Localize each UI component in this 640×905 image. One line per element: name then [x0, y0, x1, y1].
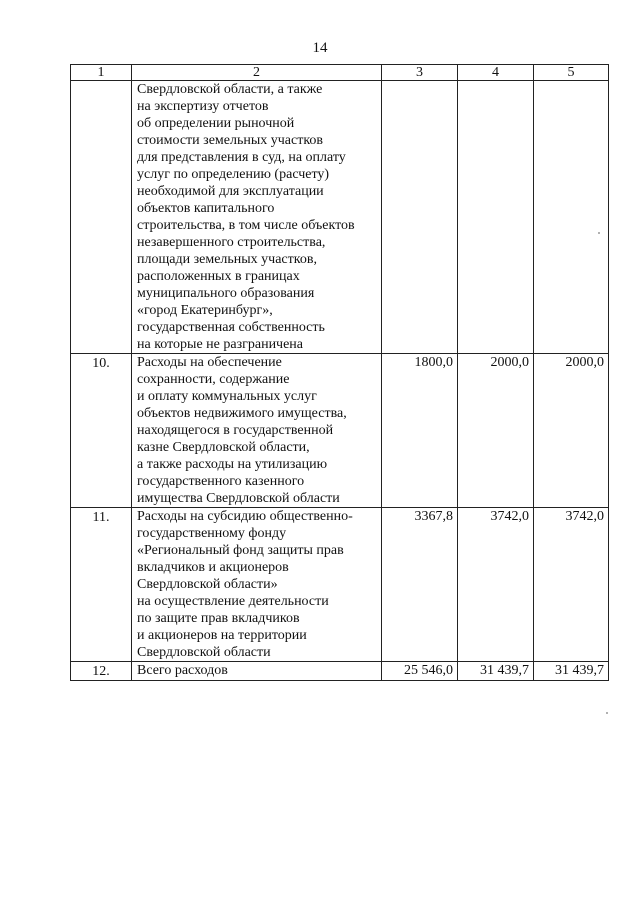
- row-value-v5: 31 439,7: [534, 662, 609, 681]
- page-number: 14: [312, 40, 328, 56]
- row-value-v3: 25 546,0: [382, 662, 458, 681]
- description-line: Расходы на субсидию общественно-: [137, 509, 353, 524]
- row-value-v4: [458, 81, 534, 354]
- description-line: на осуществление деятельности: [137, 594, 329, 609]
- row-description: [132, 81, 382, 354]
- description-line: имущества Свердловской области: [137, 491, 340, 506]
- description-line: государственному фонду: [137, 526, 287, 541]
- description-line: расположенных в границах: [137, 269, 300, 284]
- row-value-v5: 2000,0: [534, 354, 609, 508]
- description-line: сохранности, содержание: [137, 372, 290, 387]
- description-line: муниципального образования: [137, 286, 315, 301]
- description-line: по защите прав вкладчиков: [137, 611, 300, 626]
- description-line: для представления в суд, на оплату: [137, 150, 346, 165]
- column-header: 5: [534, 65, 609, 81]
- description-line: объектов капитального: [137, 201, 275, 216]
- row-value-v4: 3742,0: [458, 508, 534, 662]
- row-value-v3: [382, 81, 458, 354]
- description-line: и оплату коммунальных услуг: [137, 389, 317, 404]
- row-number: 10.: [71, 354, 132, 508]
- table-row: [71, 662, 609, 681]
- column-header: 3: [382, 65, 458, 81]
- description-line: «город Екатеринбург»,: [137, 303, 273, 318]
- scan-speck: [606, 712, 608, 714]
- column-header: 1: [71, 65, 132, 81]
- budget-table: [70, 64, 609, 681]
- description-line: государственного казенного: [137, 474, 305, 489]
- row-value-v3: 1800,0: [382, 354, 458, 508]
- description-line: и акционеров на территории: [137, 628, 307, 643]
- description-line: вкладчиков и акционеров: [137, 560, 289, 575]
- row-value-v3: 3367,8: [382, 508, 458, 662]
- table-row: [71, 81, 609, 354]
- description-line: незавершенного строительства,: [137, 235, 326, 250]
- row-value-v5: [534, 81, 609, 354]
- description-line: Свердловской области, а также: [137, 82, 323, 97]
- description-line: находящегося в государственной: [137, 423, 334, 438]
- column-header: 2: [132, 65, 382, 81]
- row-value-v5: 3742,0: [534, 508, 609, 662]
- description-line: услуг по определению (расчету): [137, 167, 330, 182]
- description-line: стоимости земельных участков: [137, 133, 324, 148]
- row-number: 12.: [71, 662, 132, 681]
- row-description: [132, 354, 382, 508]
- row-value-v4: 2000,0: [458, 354, 534, 508]
- description-line: Расходы на обеспечение: [137, 355, 282, 370]
- description-line: площади земельных участков,: [137, 252, 317, 267]
- description-line: Всего расходов: [137, 663, 228, 678]
- description-line: строительства, в том числе объектов: [137, 218, 355, 233]
- row-description: [132, 662, 382, 681]
- description-line: Свердловской области: [137, 645, 271, 660]
- description-line: государственная собственность: [137, 320, 325, 335]
- description-line: а также расходы на утилизацию: [137, 457, 328, 472]
- description-line: «Региональный фонд защиты прав: [137, 543, 344, 558]
- row-value-v4: 31 439,7: [458, 662, 534, 681]
- row-description: [132, 508, 382, 662]
- description-line: об определении рыночной: [137, 116, 295, 131]
- table-row: [71, 354, 609, 508]
- description-line: объектов недвижимого имущества,: [137, 406, 347, 421]
- description-line: казне Свердловской области,: [137, 440, 310, 455]
- description-line: на экспертизу отчетов: [137, 99, 269, 114]
- row-number: [71, 81, 132, 354]
- description-line: необходимой для эксплуатации: [137, 184, 324, 199]
- table-header-row: [71, 65, 609, 81]
- column-header: 4: [458, 65, 534, 81]
- scan-speck: [598, 232, 600, 234]
- description-line: Свердловской области»: [137, 577, 278, 592]
- description-line: на которые не разграничена: [137, 337, 304, 352]
- row-number: 11.: [71, 508, 132, 662]
- table-row: [71, 508, 609, 662]
